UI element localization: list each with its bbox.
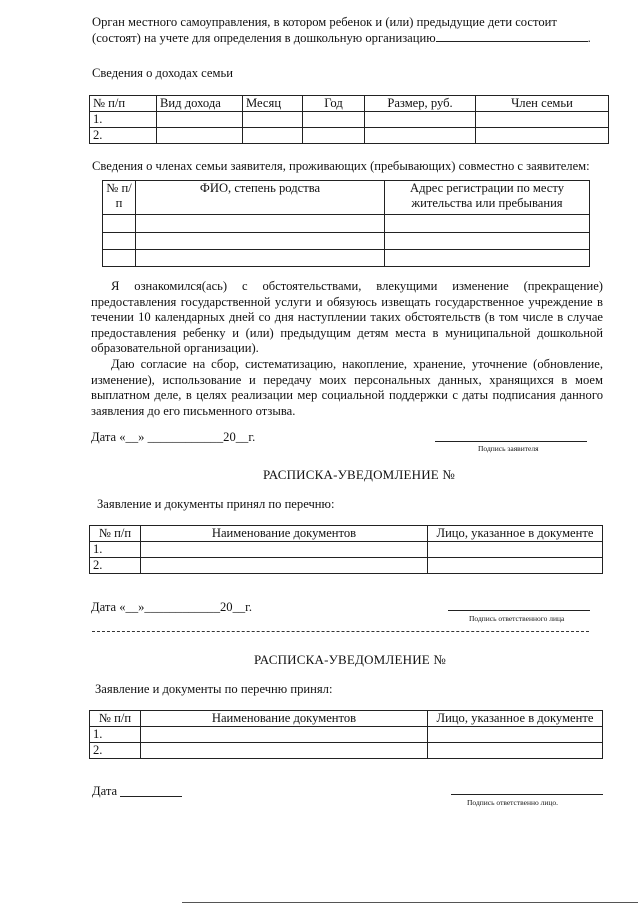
members-table — [102, 180, 590, 267]
bottom-rule — [182, 902, 638, 903]
table-header-row — [90, 526, 603, 542]
receipt-1-table — [89, 525, 603, 574]
row-number: 1. — [90, 112, 157, 128]
col-doc-name: Наименование документов — [141, 526, 428, 542]
income-heading: Сведения о доходах семьи — [92, 66, 233, 80]
row-number: 1. — [90, 542, 141, 558]
table-row — [90, 558, 603, 574]
consent-paragraph: Даю согласие на сбор, систематизацию, накопление, хранение, уточнение (обновление, изменение), использование и передачу моих персональных данных, хранящихся в моем выплатном деле, в целях реализации мер социальной поддержки с даты подписания данного заявления до его письменного отзыва. — [91, 357, 603, 418]
cut-line — [92, 631, 589, 632]
row-number: 1. — [90, 727, 141, 743]
table-cell[interactable] — [141, 542, 428, 558]
row-number: 2. — [90, 558, 141, 574]
table-cell[interactable] — [136, 250, 385, 267]
table-cell[interactable] — [303, 112, 365, 128]
col-person: Лицо, указанное в документе — [428, 526, 603, 542]
table-cell[interactable] — [136, 233, 385, 250]
col-family-member: Член семьи — [476, 96, 609, 112]
receipt-1-signature-line[interactable] — [448, 610, 590, 611]
col-no: № п/п — [90, 711, 141, 727]
col-no: № п/п — [90, 526, 141, 542]
table-cell[interactable] — [428, 542, 603, 558]
table-cell[interactable] — [303, 128, 365, 144]
col-address: Адрес регистрации по месту жительства или пребывания — [385, 181, 590, 215]
receipt-1-signature-caption: Подпись ответственного лица — [469, 614, 565, 623]
receipt-2-title: РАСПИСКА-УВЕДОМЛЕНИЕ № — [254, 652, 446, 667]
table-cell[interactable] — [365, 128, 476, 144]
receipt-2-signature-line[interactable] — [451, 794, 603, 795]
receipt-2-signature-caption: Подпись ответственно лицо. — [467, 798, 559, 807]
receipt-2-intro: Заявление и документы по перечню принял: — [95, 682, 333, 696]
table-cell[interactable] — [141, 743, 428, 759]
table-cell[interactable] — [103, 233, 136, 250]
table-cell[interactable] — [141, 727, 428, 743]
table-cell[interactable] — [476, 112, 609, 128]
table-row — [90, 743, 603, 759]
table-cell[interactable] — [365, 112, 476, 128]
table-header-row — [90, 96, 609, 112]
table-cell[interactable] — [428, 558, 603, 574]
table-header-row — [90, 711, 603, 727]
acknowledgement-paragraph: Я ознакомился(ась) с обстоятельствами, влекущими изменение (прекращение) предоставления государственной услуги и обязуюсь извещать государственное учреждение в течении 10 календарных дней со дня наступлении таких обстоятельств (в том числе в случае предоставления ребенку и (или) предыдущим детям места в муниципальной дошкольной образовательной организации). — [91, 279, 603, 356]
receipt-1-intro: Заявление и документы принял по перечню: — [97, 497, 335, 511]
col-no: № п/п — [90, 96, 157, 112]
organ-paragraph: Орган местного самоуправления, в котором ребенок и (или) предыдущие дети состоит (состоят) на учете для определения в дошкольную организацию . — [92, 15, 591, 45]
table-cell[interactable] — [103, 215, 136, 233]
col-no: № п/п — [103, 181, 136, 215]
receipt-1-date-line[interactable]: Дата «__»____________20__г. — [91, 600, 253, 614]
organ-fill-line[interactable] — [436, 41, 588, 42]
table-row — [103, 233, 590, 250]
table-row — [90, 727, 603, 743]
col-fio: ФИО, степень родства — [136, 181, 385, 215]
col-year: Год — [303, 96, 365, 112]
applicant-signature-caption: Подпись заявителя — [478, 444, 539, 453]
organ-text-line2: (состоят) на учете для определения в дошкольную организацию — [92, 30, 436, 45]
col-person: Лицо, указанное в документе — [428, 711, 603, 727]
table-cell[interactable] — [103, 250, 136, 267]
table-cell[interactable] — [157, 112, 243, 128]
table-cell[interactable] — [141, 558, 428, 574]
table-row — [103, 250, 590, 267]
table-cell[interactable] — [385, 250, 590, 267]
organ-text-line1: Орган местного самоуправления, в котором ребенок и (или) предыдущие дети состоит — [92, 15, 557, 29]
table-row — [90, 128, 609, 144]
table-row — [90, 112, 609, 128]
table-cell[interactable] — [476, 128, 609, 144]
row-number: 2. — [90, 128, 157, 144]
receipt-2-table — [89, 710, 603, 759]
income-table — [89, 95, 609, 144]
col-amount: Размер, руб. — [365, 96, 476, 112]
table-row — [103, 215, 590, 233]
applicant-signature-line[interactable] — [435, 441, 587, 442]
table-cell[interactable] — [428, 727, 603, 743]
table-header-row — [103, 181, 590, 215]
table-cell[interactable] — [385, 233, 590, 250]
receipt-1-title: РАСПИСКА-УВЕДОМЛЕНИЕ № — [263, 467, 455, 482]
receipt-2-date-line[interactable] — [120, 796, 182, 797]
col-income-type: Вид дохода — [157, 96, 243, 112]
table-cell[interactable] — [157, 128, 243, 144]
receipt-2-date-label: Дата — [92, 784, 118, 798]
table-row — [90, 542, 603, 558]
table-cell[interactable] — [136, 215, 385, 233]
table-cell[interactable] — [243, 112, 303, 128]
members-heading: Сведения о членах семьи заявителя, проживающих (пребывающих) совместно с заявителем: — [92, 159, 590, 173]
table-cell[interactable] — [428, 743, 603, 759]
table-cell[interactable] — [385, 215, 590, 233]
col-doc-name: Наименование документов — [141, 711, 428, 727]
table-cell[interactable] — [243, 128, 303, 144]
date-line-applicant[interactable]: Дата «__» ____________20__г. — [91, 430, 256, 444]
row-number: 2. — [90, 743, 141, 759]
col-month: Месяц — [243, 96, 303, 112]
